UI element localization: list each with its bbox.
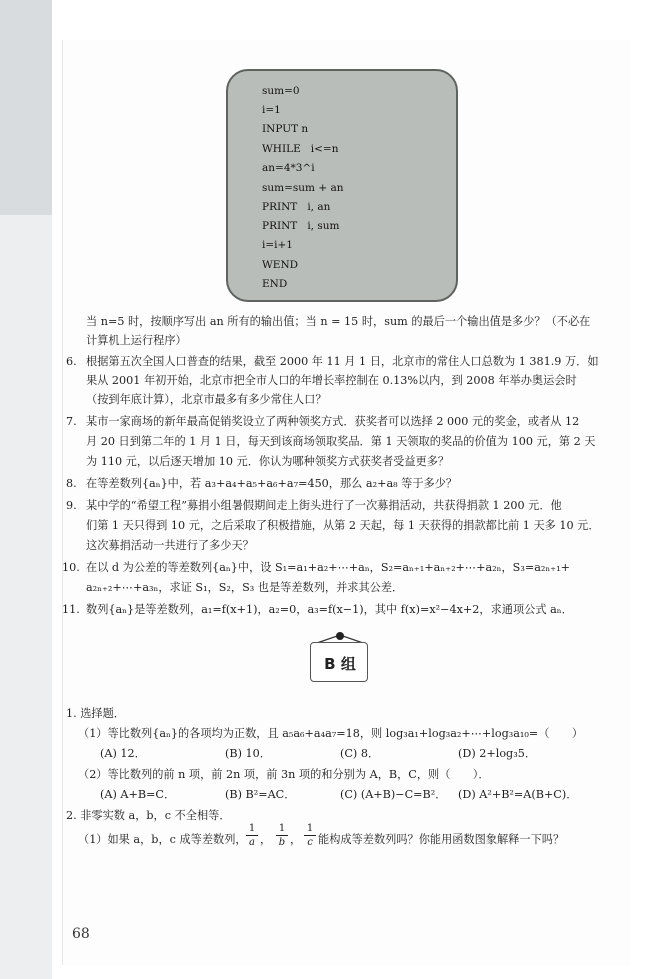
problem-9-line-1: 某中学的“希望工程”募捐小组暑假期间走上街头进行了一次募捐活动，共获得捐款 1 200 元．他 (86, 499, 562, 512)
problem-6-line-3: （按到年底计算），北京市最多有多少常住人口？ (86, 393, 327, 406)
problem-number: 9. (66, 499, 77, 512)
numerator: 1 (304, 822, 316, 836)
b-question-1-1: （1）等比数列{aₙ}的各项均为正数，且 a₅a₆+a₄a₇=18，则 log₃a₁+log₃a₂+⋯+log₃a₁₀=（ ） (78, 727, 584, 740)
fraction-1-over-c (304, 822, 316, 849)
option: (C) (A+B)−C=B²． (340, 788, 447, 801)
code-line: WEND (262, 259, 299, 271)
code-line: sum=0 (262, 85, 300, 97)
option: (C) 8． (340, 747, 380, 760)
problem-10-line-1: 在以 d 为公差的等差数列{aₙ}中，设 S₁=a₁+a₂+⋯+aₙ，S₂=aₙ₊₁+aₙ₊₂+⋯+a₂ₙ，S₃=a₂ₙ₊₁+ (86, 561, 570, 574)
option: (B) 10． (225, 747, 271, 760)
code-line: i=1 (262, 104, 281, 116)
margin-strip (0, 215, 52, 979)
b-question-2-1-part-a: （1）如果 a，b，c 成等差数列， (78, 833, 247, 846)
code-line: WHILE i<=n (262, 143, 339, 155)
problem-11-line-1: 数列{aₙ}是等差数列，a₁=f(x+1)，a₂=0，a₃=f(x−1)，其中 f(x)=x²−4x+2，求通项公式 aₙ． (86, 603, 573, 616)
comma: ， (260, 833, 272, 846)
problem-9-line-3: 这次募捐活动一共进行了多少天？ (86, 539, 254, 552)
pin-icon (336, 632, 344, 640)
problem-6-line-2: 果从 2001 年初开始，北京市把全市人口的年增长率控制在 0.13%以内，到 2008 年举办奥运会时 (86, 374, 577, 387)
numerator: 1 (246, 822, 258, 836)
code-line: PRINT i, sum (262, 220, 340, 232)
problem-10-line-2: a₂ₙ₊₂+⋯+a₃ₙ，求证 S₁，S₂，S₃ 也是等差数列，并求其公差． (86, 581, 404, 594)
group-b-box (310, 642, 368, 682)
problem-number: 7. (66, 415, 77, 428)
code-line: END (262, 278, 288, 290)
problem-5-line-1: 当 n=5 时，按顺序写出 an 所有的输出值；当 n = 15 时，sum 的最后一个输出值是多少？（不必在 (86, 315, 591, 328)
problem-6-line-1: 根据第五次全国人口普查的结果，截至 2000 年 11 月 1 日，北京市的常住人口总数为 1 381.9 万．如 (86, 355, 599, 368)
numerator: 1 (276, 822, 288, 836)
code-line: i=i+1 (262, 239, 293, 251)
problem-number: 6. (66, 355, 77, 368)
code-line: an=4*3^i (262, 162, 315, 174)
b-question-2-title: 2. 非零实数 a，b，c 不全相等． (66, 809, 231, 822)
problem-9-line-2: 们第 1 天只得到 10 元，之后采取了积极措施，从第 2 天起，每 1 天获得的捐款都比前 1 天多 10 元． (86, 519, 600, 532)
program-code-box (226, 69, 458, 302)
problem-number: 11. (62, 603, 80, 616)
b-question-1-2: （2）等比数列的前 n 项，前 2n 项，前 3n 项的和分别为 A，B，C，则（ ）． (78, 768, 490, 781)
option: (D) A²+B²=A(B+C)． (458, 788, 578, 801)
problem-8-line-1: 在等差数列{aₙ}中，若 a₃+a₄+a₅+a₆+a₇=450，那么 a₂+a₈ 等于多少？ (86, 477, 458, 490)
problem-5-line-2: 计算机上运行程序） (86, 334, 187, 347)
denominator: b (278, 837, 286, 848)
problem-number: 8. (66, 477, 77, 490)
code-line: sum=sum + an (262, 182, 344, 194)
b-question-1-title: 1. 选择题． (66, 707, 125, 720)
comma: ， (290, 833, 302, 846)
option: (D) 2+log₃5． (458, 747, 537, 760)
denominator: c (307, 837, 313, 848)
denominator: a (249, 837, 255, 848)
fraction-1-over-b (276, 822, 288, 849)
option: (A) A+B=C． (100, 788, 176, 801)
code-line: PRINT i, an (262, 201, 331, 213)
option: (B) B²=AC． (225, 788, 296, 801)
problem-7-line-2: 月 20 日到第二年的 1 月 1 日，每天到该商场领取奖品．第 1 天领取的奖品的价值为 100 元，第 2 天 (86, 435, 596, 448)
option: (A) 12． (100, 747, 146, 760)
problem-7-line-3: 为 110 元，以后逐天增加 10 元．你认为哪种领奖方式获奖者受益更多？ (86, 455, 450, 468)
fraction-1-over-a (246, 822, 258, 849)
problem-7-line-1: 某市一家商场的新年最高促销奖设立了两种领奖方式．获奖者可以选择 2 000 元的奖金，或者从 12 (86, 415, 580, 428)
page-number: 68 (72, 926, 90, 942)
code-line: INPUT n (262, 123, 309, 135)
margin-tab (0, 0, 52, 215)
b-question-2-1-part-b: 能构成等差数列吗？你能用函数图象解释一下吗？ (318, 833, 565, 846)
problem-number: 10. (62, 561, 80, 574)
group-b-heading (300, 630, 380, 686)
group-b-title: B 组 (324, 655, 356, 673)
